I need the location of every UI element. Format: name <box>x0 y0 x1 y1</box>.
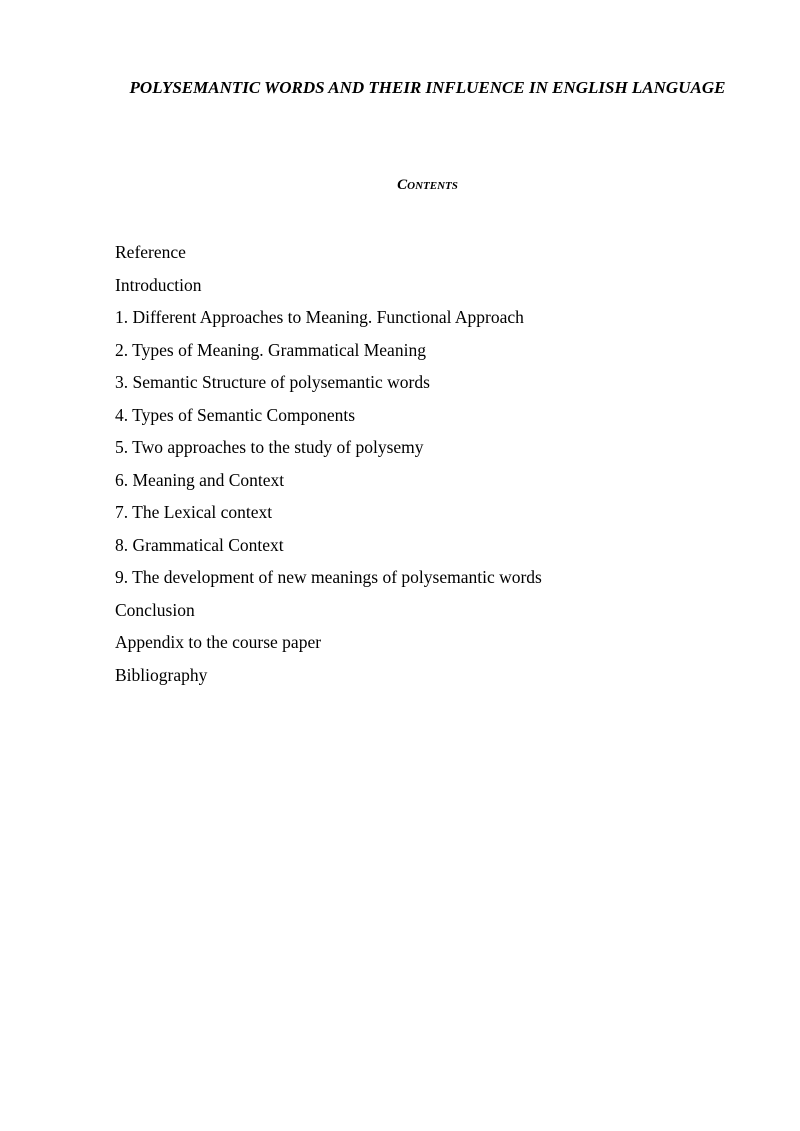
toc-item-9: 9. The development of new meanings of polysemantic words <box>115 567 542 587</box>
toc-item-4: 4. Types of Semantic Components <box>115 404 356 425</box>
toc-item-8: 8. Grammatical Context <box>115 534 284 555</box>
toc-item-reference: Reference <box>115 242 186 262</box>
toc-item-5: 5. Two approaches to the study of polysemy <box>115 437 424 457</box>
toc-item-bibliography: Bibliography <box>115 664 208 685</box>
toc-item-7: 7. The Lexical context <box>115 502 273 522</box>
toc-item-appendix: Appendix to the course paper <box>115 632 322 652</box>
document-title: POLYSEMANTIC WORDS AND THEIR INFLUENCE IN ENGLISH LANGUAGE <box>129 78 726 97</box>
toc-item-3: 3. Semantic Structure of polysemantic words <box>115 372 430 392</box>
toc-item-2: 2. Types of Meaning. Grammatical Meaning <box>115 339 426 360</box>
toc-item-conclusion: Conclusion <box>115 599 195 620</box>
contents-heading: Contents <box>397 177 458 193</box>
table-of-contents <box>115 236 735 691</box>
toc-item-6: 6. Meaning and Context <box>115 469 285 490</box>
toc-item-introduction: Introduction <box>115 274 202 295</box>
toc-item-1: 1. Different Approaches to Meaning. Functional Approach <box>115 307 524 327</box>
